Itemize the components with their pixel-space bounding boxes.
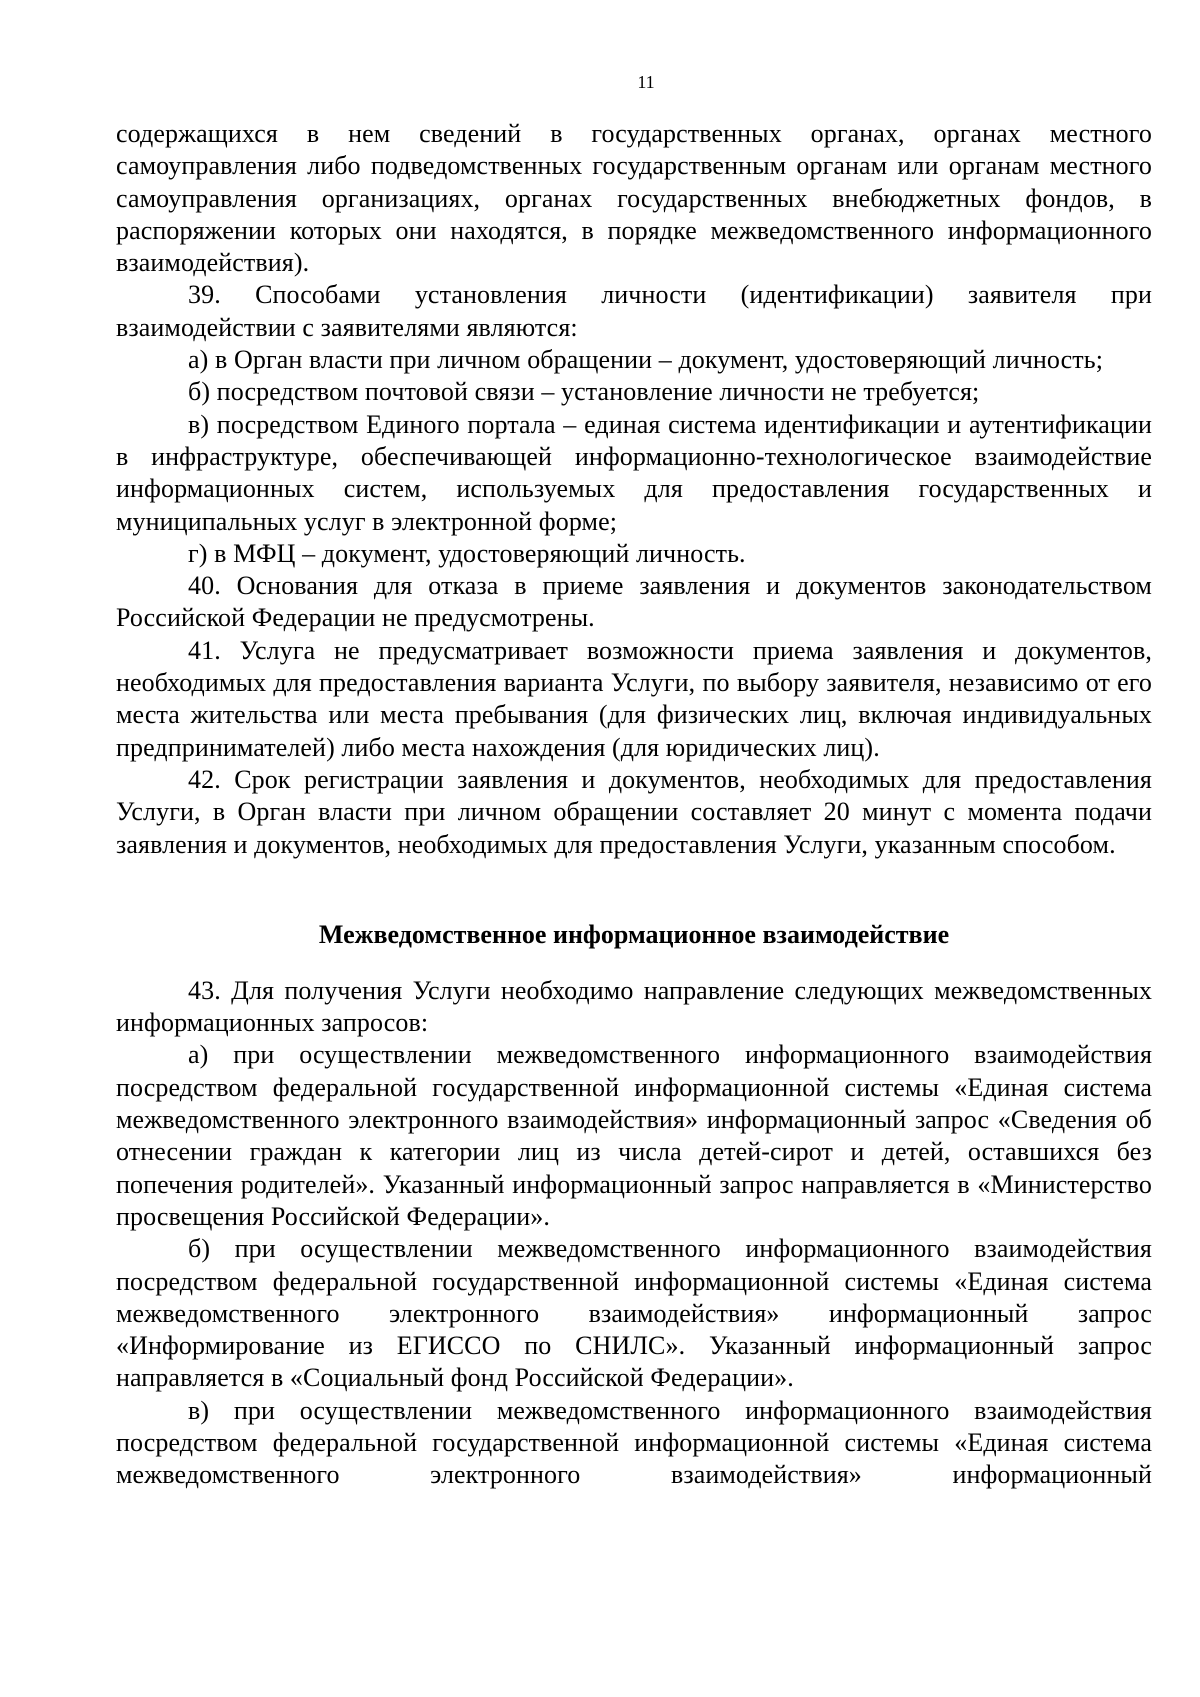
paragraph-39-v: в) посредством Единого портала – единая система идентификации и аутентификации в инфраструктуре, обеспечивающей информационно-технологическое взаимодействие информационных систем, используемых для предоставления государственных и муниципальных услуг в электронной форме; bbox=[116, 409, 1152, 536]
paragraph-42: 42. Срок регистрации заявления и документов, необходимых для предоставления Услуги, в Орган власти при личном обращении составляет 20 минут с момента подачи заявления и документов, необходимых для предоставления Услуги, указанным способом. bbox=[116, 764, 1152, 859]
paragraph-43-b: б) при осуществлении межведомственного информационного взаимодействия посредством федеральной государственной информационной системы «Единая система межведомственного электронного взаимодействия» информационный запрос «Информирование из ЕГИССО по СНИЛС». Указанный информационный запрос направляется в «Социальный фонд Российской Федерации». bbox=[116, 1234, 1152, 1393]
page-number: 11 bbox=[637, 72, 655, 92]
paragraph-39-g: г) в МФЦ – документ, удостоверяющий личность. bbox=[188, 538, 746, 568]
paragraph-39-b: б) посредством почтовой связи – установление личности не требуется; bbox=[188, 377, 980, 407]
paragraph-39: 39. Способами установления личности (идентификации) заявителя при взаимодействии с заявителями являются: bbox=[116, 280, 1152, 342]
paragraph-40: 40. Основания для отказа в приеме заявления и документов законодательством Российской Федерации не предусмотрены. bbox=[116, 571, 1152, 633]
paragraphs-bottom bbox=[116, 975, 1152, 1492]
paragraph-43: 43. Для получения Услуги необходимо направление следующих межведомственных информационных запросов: bbox=[116, 975, 1152, 1038]
paragraph-43-v: в) при осуществлении межведомственного информационного взаимодействия посредством федеральной государственной информационной системы «Единая система межведомственного электронного взаимодействия» информационный bbox=[116, 1395, 1152, 1490]
paragraph-41: 41. Услуга не предусматривает возможности приема заявления и документов, необходимых для предоставления варианта Услуги, по выбору заявителя, независимо от его места жительства или места пребывания (для физических лиц, включая индивидуальных предпринимателей) либо места нахождения (для юридических лиц). bbox=[116, 635, 1152, 762]
paragraphs-top bbox=[116, 118, 1152, 861]
paragraph-continuation: содержащихся в нем сведений в государственных органах, органах местного самоуправления либо подведомственных государственным органам или органам местного самоуправления организациях, органах государственных внебюджетных фондов, в распоряжении которых они находятся, в порядке межведомственного информационного взаимодействия). bbox=[116, 119, 1152, 278]
section-heading: Межведомственное информационное взаимодействие bbox=[318, 919, 950, 949]
document-page bbox=[116, 70, 1152, 1492]
paragraph-43-a: а) при осуществлении межведомственного информационного взаимодействия посредством федеральной государственной информационной системы «Единая система межведомственного электронного взаимодействия» информационный запрос «Сведения об отнесении граждан к категории лиц из числа детей-сирот и детей, оставшихся без попечения родителей». Указанный информационный запрос направляется в «Министерство просвещения Российской Федерации». bbox=[116, 1040, 1152, 1231]
paragraph-39-a: а) в Орган власти при личном обращении – документ, удостоверяющий личность; bbox=[188, 345, 1104, 375]
